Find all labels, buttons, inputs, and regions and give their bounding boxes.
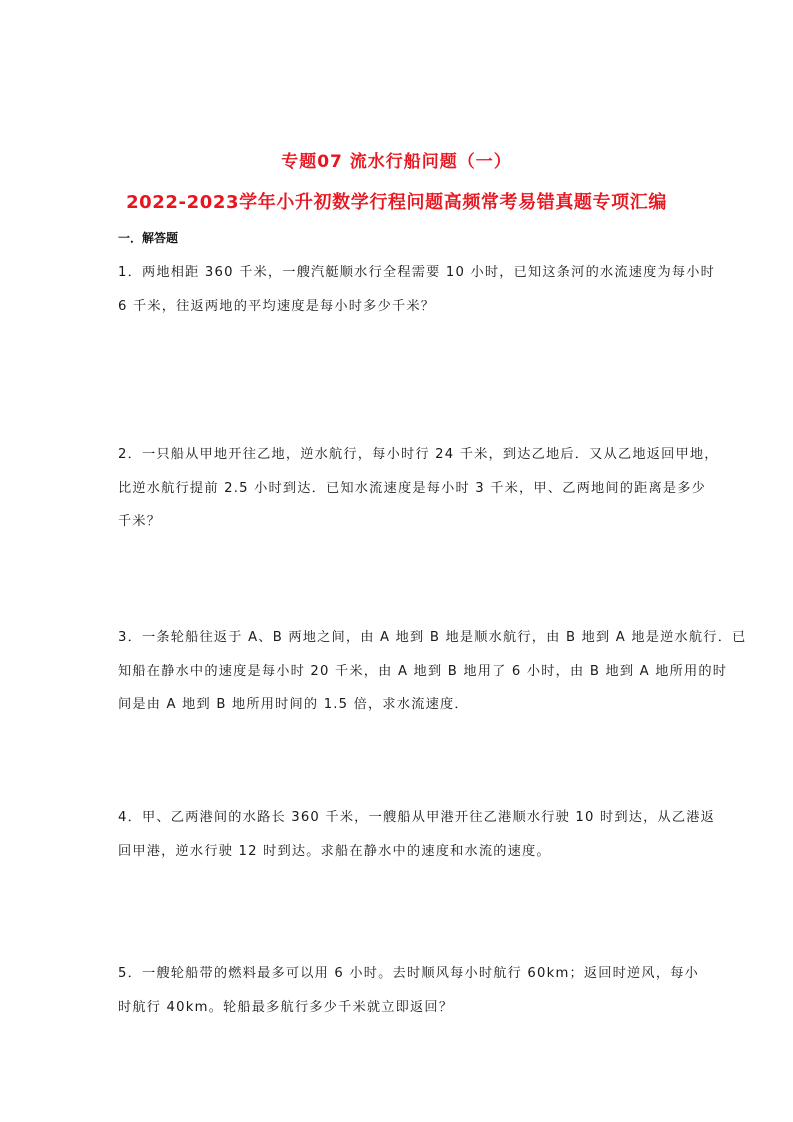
question-line: 6 千米，往返两地的平均速度是每小时多少千米？ — [118, 298, 436, 314]
question-line: 1．两地相距 360 千米，一艘汽艇顺水行全程需要 10 小时，已知这条河的水流速度为每小时 — [118, 265, 716, 280]
question-1 — [118, 256, 716, 323]
question-3 — [118, 621, 747, 722]
question-line: 千米？ — [118, 514, 162, 529]
question-5 — [118, 957, 699, 1024]
question-2 — [118, 438, 719, 539]
question-line: 2．一只船从甲地开往乙地，逆水航行，每小时行 24 千米，到达乙地后．又从乙地返回甲地， — [118, 447, 719, 462]
question-4 — [118, 801, 716, 868]
question-line: 3．一条轮船往返于 A、B 两地之间，由 A 地到 B 地是顺水航行，由 B 地到 A 地是逆水航行．已 — [118, 630, 747, 645]
question-line: 间是由 A 地到 B 地所用时间的 1.5 倍，求水流速度． — [118, 697, 469, 712]
document-title: 专题07 流水行船问题（一） — [281, 152, 512, 172]
question-line: 5．一艘轮船带的燃料最多可以用 6 小时。去时顺风每小时航行 60km；返回时逆风，每小 — [118, 966, 699, 981]
question-line: 知船在静水中的速度是每小时 20 千米，由 A 地到 B 地用了 6 小时，由 B 地到 A 地所用的时 — [118, 663, 728, 679]
document-subtitle: 2022-2023学年小升初数学行程问题高频常考易错真题专项汇编 — [126, 192, 667, 213]
question-line: 回甲港，逆水行驶 12 时到达。求船在静水中的速度和水流的速度。 — [118, 843, 551, 859]
question-line: 4．甲、乙两港间的水路长 360 千米，一艘船从甲港开往乙港顺水行驶 10 时到达，从乙港返 — [118, 810, 716, 825]
question-line: 时航行 40km。轮船最多航行多少千米就立即返回？ — [118, 999, 454, 1015]
question-line: 比逆水航行提前 2.5 小时到达．已知水流速度是每小时 3 千米，甲、乙两地间的距离是多少 — [118, 480, 707, 496]
section-heading: 一．解答题 — [118, 231, 179, 245]
